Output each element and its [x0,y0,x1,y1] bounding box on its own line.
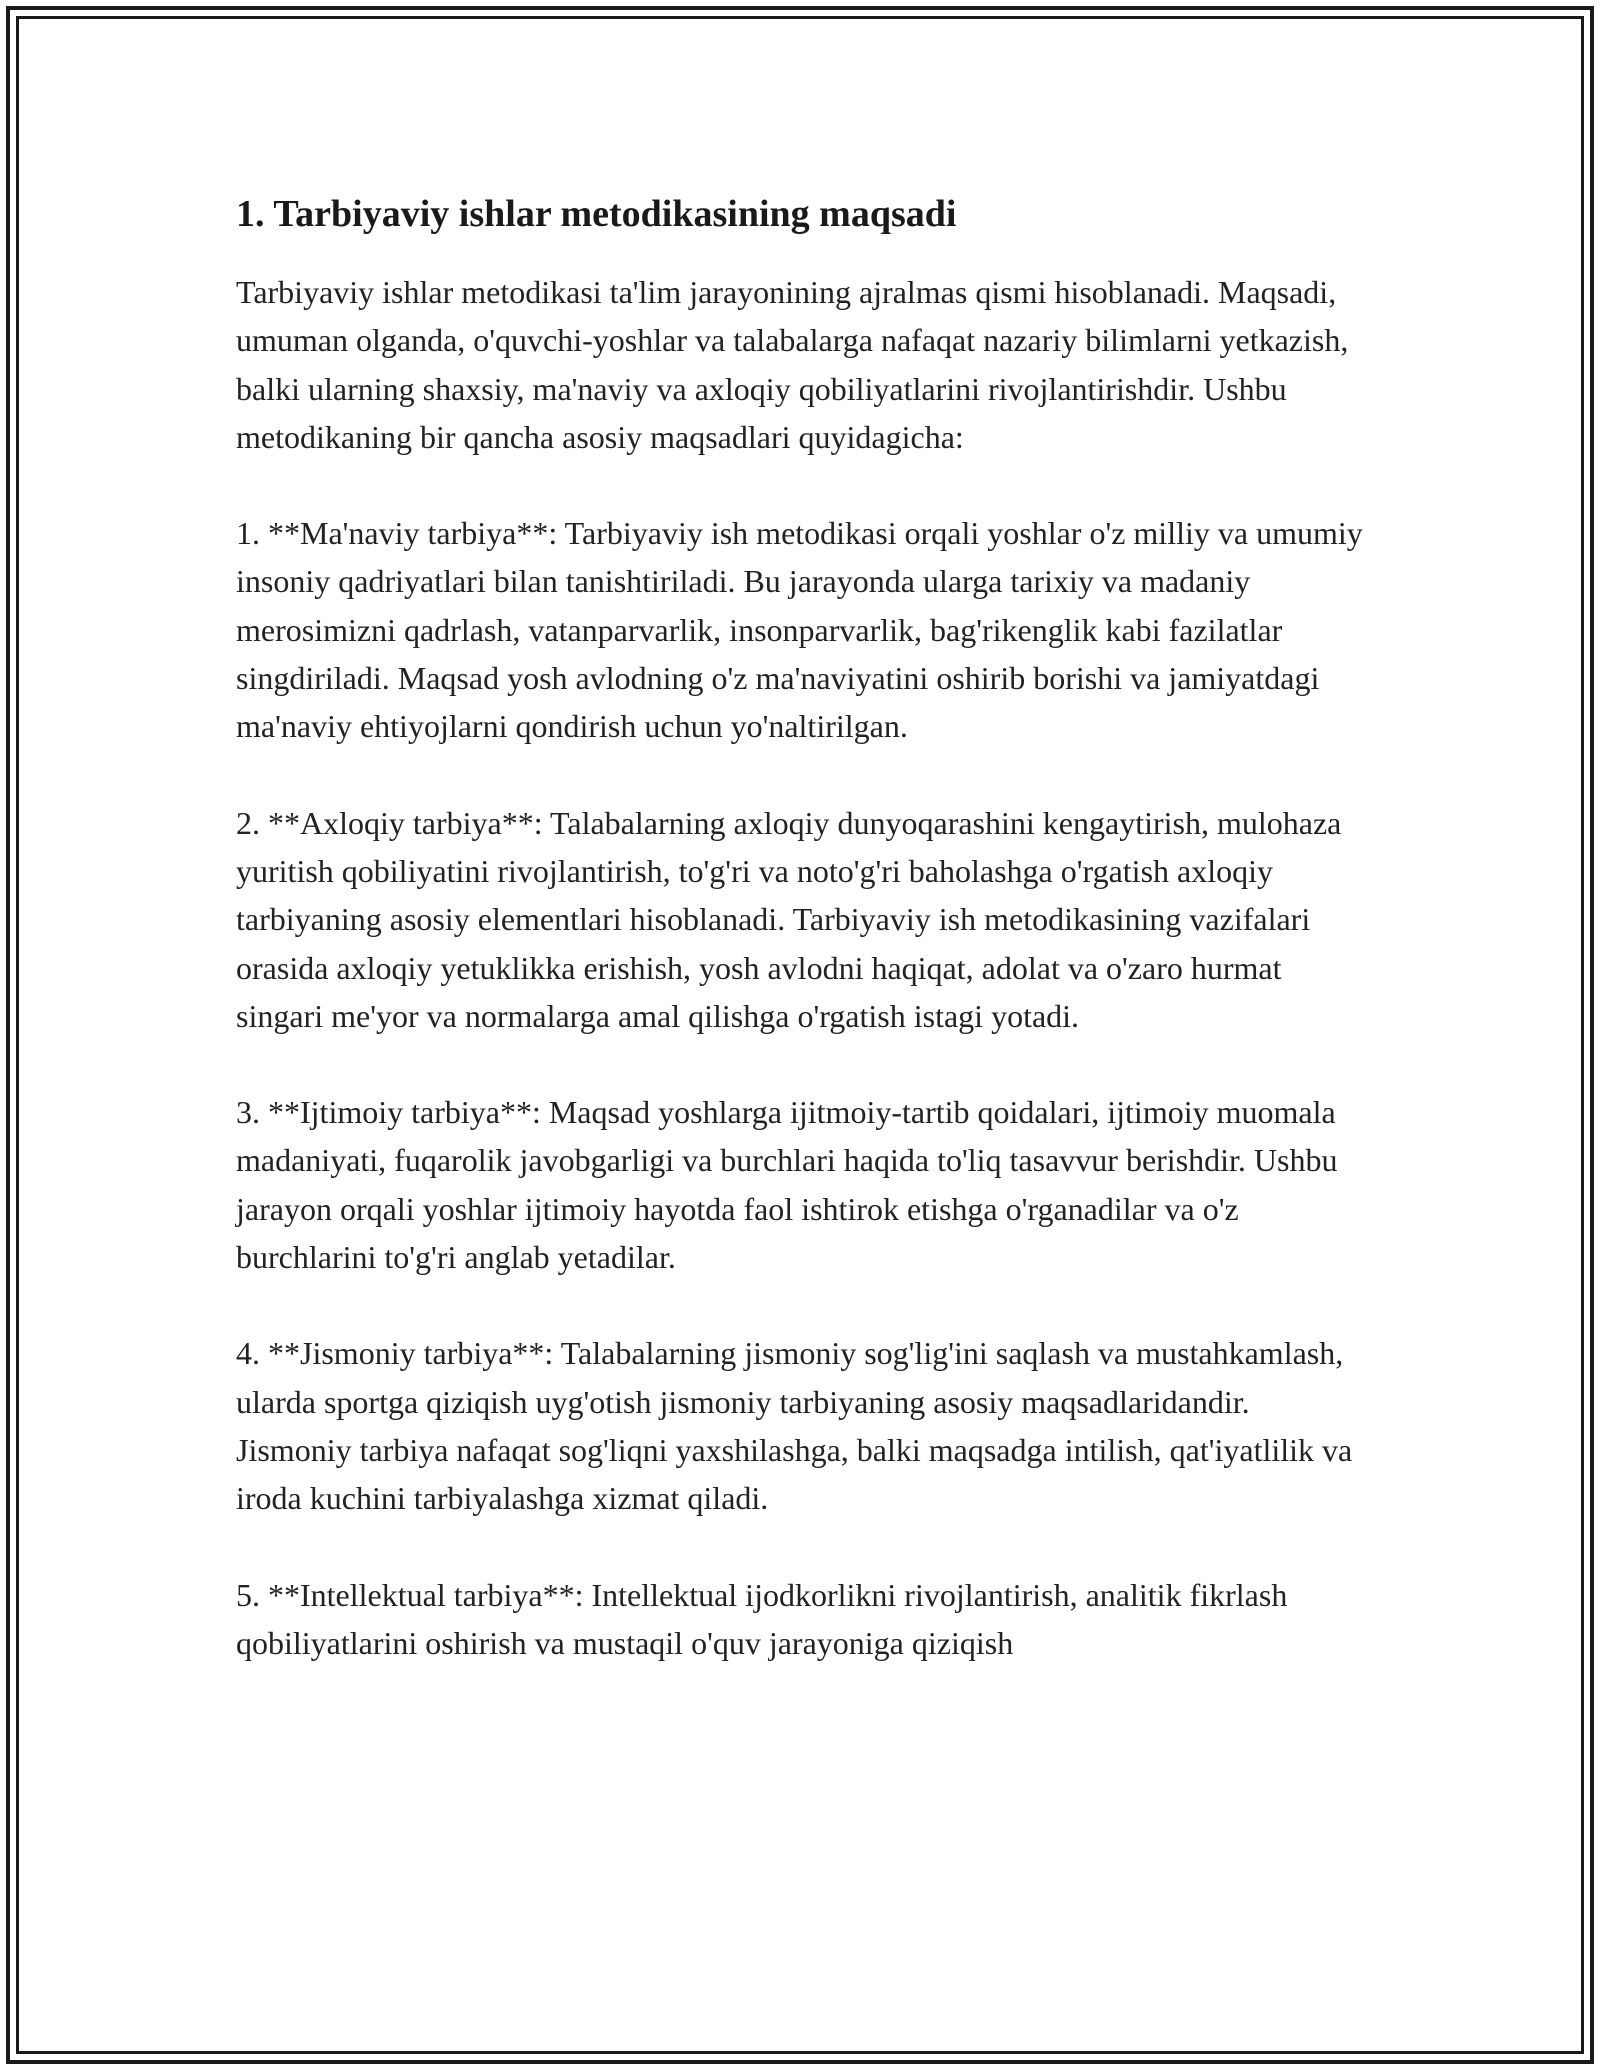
section-heading: 1. Tarbiyaviy ishlar metodikasining maqsadi [236,193,957,235]
document-body [236,186,1366,1715]
intro-paragraph: Tarbiyaviy ishlar metodikasi ta'lim jarayonining ajralmas qismi hisoblanadi. Maqsadi, umuman olganda, o'quvchi-yoshlar va talabalarga nafaqat nazariy bilimlarni yetkazish, balki ularning shaxsiy, ma'naviy va axloqiy qobiliyatlarini rivojlantirishdir. Ushbu metodikaning bir qancha asosiy maqsadlari quyidagicha: [236,274,1349,455]
paragraph-spiritual-education: 1. **Ma'naviy tarbiya**: Tarbiyaviy ish metodikasi orqali yoshlar o'z milliy va umumiy insoniy qadriyatlari bilan tanishtiriladi. Bu jarayonda ularga tarixiy va madaniy merosimizni qadrlash, vatanparvarlik, insonparvarlik, bag'rikenglik kabi fazilatlar singdiriladi. Maqsad yosh avlodning o'z ma'naviyatini oshirib borishi va jamiyatdagi ma'naviy ehtiyojlarni qondirish uchun yo'naltirilgan. [236,515,1363,745]
paragraph-physical-education: 4. **Jismoniy tarbiya**: Talabalarning jismoniy sog'lig'ini saqlash va mustahkamlash, ularda sportga qiziqish uyg'otish jismoniy tarbiyaning asosiy maqsadlaridandir. Jismoniy tarbiya nafaqat sog'liqni yaxshilashga, balki maqsadga intilish, qat'iyatlilik va iroda kuchini tarbiyalashga xizmat qiladi. [236,1335,1353,1517]
paragraph-intellectual-education: 5. **Intellektual tarbiya**: Intellektual ijodkorlikni rivojlantirish, analitik fikrlash qobiliyatlarini oshirish va mustaqil o'quv jarayoniga qiziqish [236,1576,1288,1661]
paragraph-social-education: 3. **Ijtimoiy tarbiya**: Maqsad yoshlarga ijitmoiy-tartib qoidalari, ijtimoiy muomala madaniyati, fuqarolik javobgarligi va burchlari haqida to'liq tasavvur berishdir. Ushbu jarayon orqali yoshlar ijtimoiy hayotda faol ishtirok etishga o'rganadilar va o'z burchlarini to'g'ri anglab yetadilar. [236,1094,1338,1276]
paragraph-moral-education: 2. **Axloqiy tarbiya**: Talabalarning axloqiy dunyoqarashini kengaytirish, mulohaza yuritish qobiliyatini rivojlantirish, to'g'ri va noto'g'ri baholashga o'rgatish axloqiy tarbiyaning asosiy elementlari hisoblanadi. Tarbiyaviy ish metodikasining vazifalari orasida axloqiy yetuklikka erishish, yosh avlodni haqiqat, adolat va o'zaro hurmat singari me'yor va normalarga amal qilishga o'rgatish istagi yotadi. [236,804,1342,1034]
